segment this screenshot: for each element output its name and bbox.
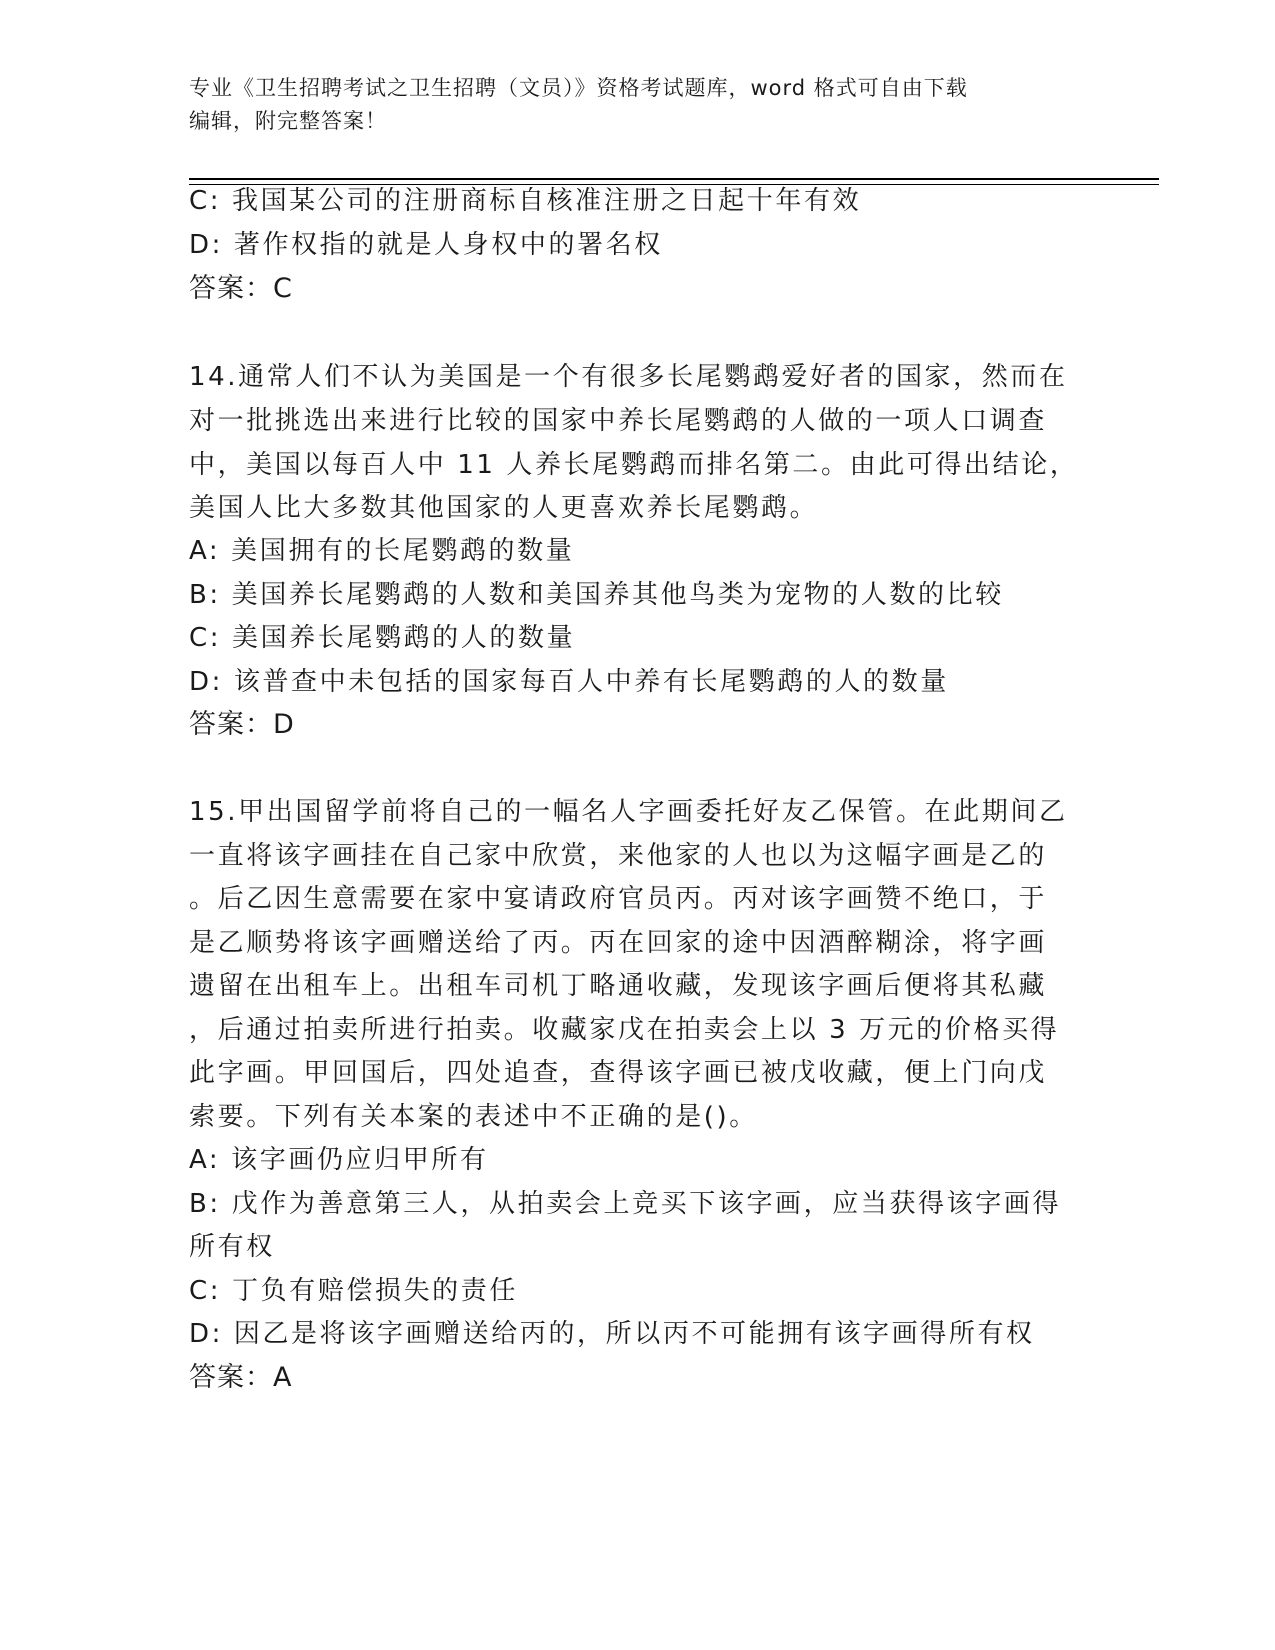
q15-option-b: B: 戊作为善意第三人，从拍卖会上竞买下该字画，应当获得该字画得 (189, 1189, 1062, 1219)
q15-answer: 答案：A (189, 1362, 293, 1393)
q15-stem-line: 15.甲出国留学前将自己的一幅名人字画委托好友乙保管。在此期间乙 (189, 797, 1068, 827)
q14-option-a: A: 美国拥有的长尾鹦鹉的数量 (189, 536, 575, 566)
q13-answer: 答案：C (189, 273, 293, 304)
q14-stem-line: 中，美国以每百人中 11 人养长尾鹦鹉而排名第二。由此可得出结论， (189, 450, 1079, 480)
q14-option-b: B: 美国养长尾鹦鹉的人数和美国养其他鸟类为宠物的人数的比较 (189, 580, 1004, 610)
q15-stem-line: 索要。下列有关本案的表述中不正确的是()。 (189, 1102, 758, 1132)
header-line-2: 编辑，附完整答案！ (189, 109, 387, 133)
q14-answer: 答案：D (189, 709, 295, 740)
q14-option-d: D: 该普查中未包括的国家每百人中养有长尾鹦鹉的人的数量 (189, 667, 949, 697)
q15-stem-line: 。后乙因生意需要在家中宴请政府官员丙。丙对该字画赞不绝口，于 (189, 884, 1048, 914)
q13-option-d: D: 著作权指的就是人身权中的署名权 (189, 230, 663, 260)
q15-option-c: C: 丁负有赔偿损失的责任 (189, 1276, 518, 1306)
header-line-1: 专业《卫生招聘考试之卫生招聘（文员）》资格考试题库，word 格式可自由下载 (189, 76, 968, 100)
q15-option-a: A: 该字画仍应归甲所有 (189, 1145, 489, 1175)
q15-stem-line: 是乙顺势将该字画赠送给了丙。丙在回家的途中因酒醉糊涂，将字画 (189, 928, 1048, 958)
q15-option-b-continuation: 所有权 (189, 1232, 275, 1262)
q14-option-c: C: 美国养长尾鹦鹉的人的数量 (189, 623, 576, 653)
q14-stem-line: 美国人比大多数其他国家的人更喜欢养长尾鹦鹉。 (189, 493, 819, 523)
q13-option-c: C: 我国某公司的注册商标自核准注册之日起十年有效 (189, 186, 862, 216)
q15-stem-line: ，后通过拍卖所进行拍卖。收藏家戊在拍卖会上以 3 万元的价格买得 (189, 1015, 1060, 1045)
q15-stem-line: 一直将该字画挂在自己家中欣赏，来他家的人也以为这幅字画是乙的 (189, 841, 1048, 871)
q14-stem-line: 14.通常人们不认为美国是一个有很多长尾鹦鹉爱好者的国家，然而在 (189, 362, 1068, 392)
page-header (189, 72, 1079, 138)
q15-stem-line: 遗留在出租车上。出租车司机丁略通收藏，发现该字画后便将其私藏 (189, 971, 1048, 1001)
header-divider-thick (189, 178, 1159, 180)
q15-stem-line: 此字画。甲回国后，四处追查，查得该字画已被戊收藏，便上门向戊 (189, 1058, 1048, 1088)
q14-stem-line: 对一批挑选出来进行比较的国家中养长尾鹦鹉的人做的一项人口调查 (189, 406, 1048, 436)
q15-option-d: D: 因乙是将该字画赠送给丙的，所以丙不可能拥有该字画得所有权 (189, 1319, 1035, 1349)
